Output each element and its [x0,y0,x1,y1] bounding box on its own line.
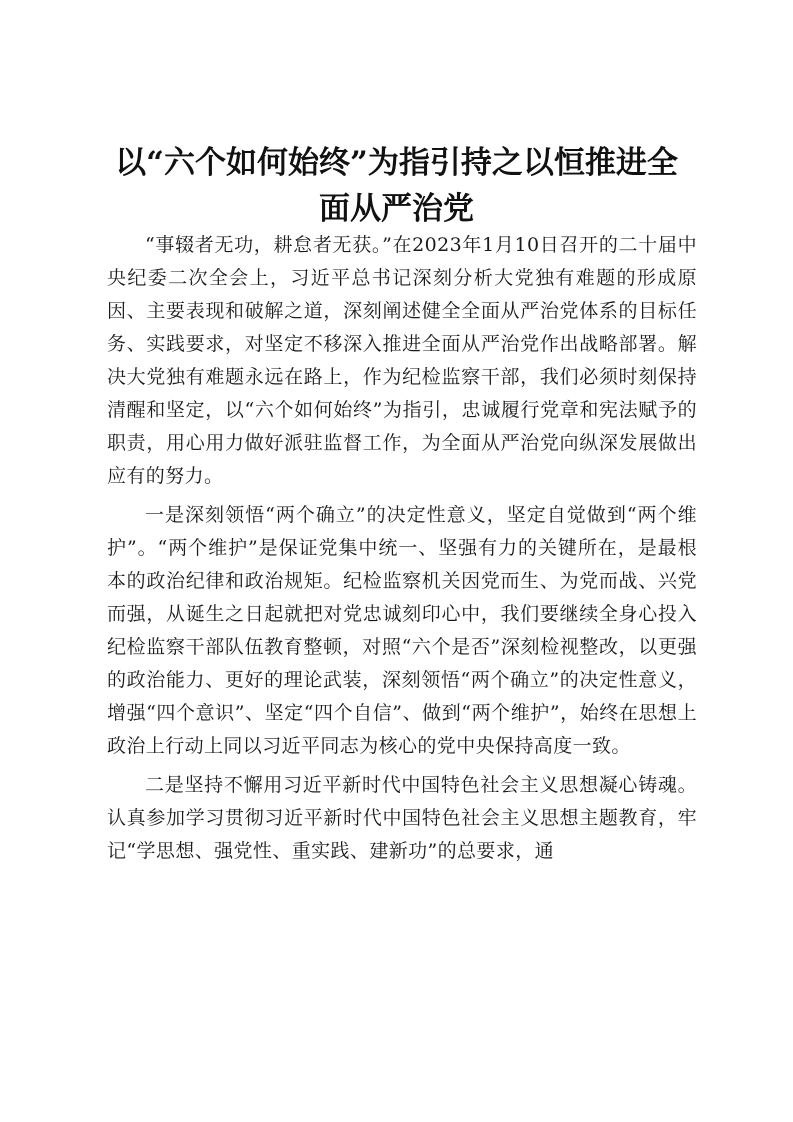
paragraph-intro: “事辍者无功，耕怠者无获。”在2023年1月10日召开的二十届中央纪委二次全会上，习近平总书记深刻分析大党独有难题的形成原因、主要表现和破解之道，深刻阐述健全全面从严治党体系的目标任务、实践要求，对坚定不移深入推进全面从严治党作出战略部署。解决大党独有难题永远在路上，作为纪检监察干部，我们必须时刻保持清醒和坚定，以“六个如何始终”为指引，忠诚履行党章和宪法赋予的职责，用心用力做好派驻监督工作，为全面从严治党向纵深发展做出应有的努力。 [107,234,697,487]
document-body [107,229,697,868]
paragraph-point-two: 二是坚持不懈用习近平新时代中国特色社会主义思想凝心铸魂。认真参加学习贯彻习近平新时代中国特色社会主义思想主题教育，牢记“学思想、强党性、重实践、建新功”的总要求，通 [107,774,697,862]
document-title: 以“六个如何始终”为指引持之以恒推进全面从严治党 [115,145,678,227]
paragraph-point-one: 一是深刻领悟“两个确立”的决定性意义，坚定自觉做到“两个维护”。“两个维护”是保证党集中统一、坚强有力的关键所在，是最根本的政治纪律和政治规矩。纪检监察机关因党而生、为党而战、兴党而强，从诞生之日起就把对党忠诚刻印心中，我们要继续全身心投入纪检监察干部队伍教育整顿，对照“六个是否”深刻检视整改，以更强的政治能力、更好的理论武装，深刻领悟“两个确立”的决定性意义，增强“四个意识”、坚定“四个自信”、做到“两个维护”，始终在思想上政治上行动上同以习近平同志为核心的党中央保持高度一致。 [107,504,697,757]
